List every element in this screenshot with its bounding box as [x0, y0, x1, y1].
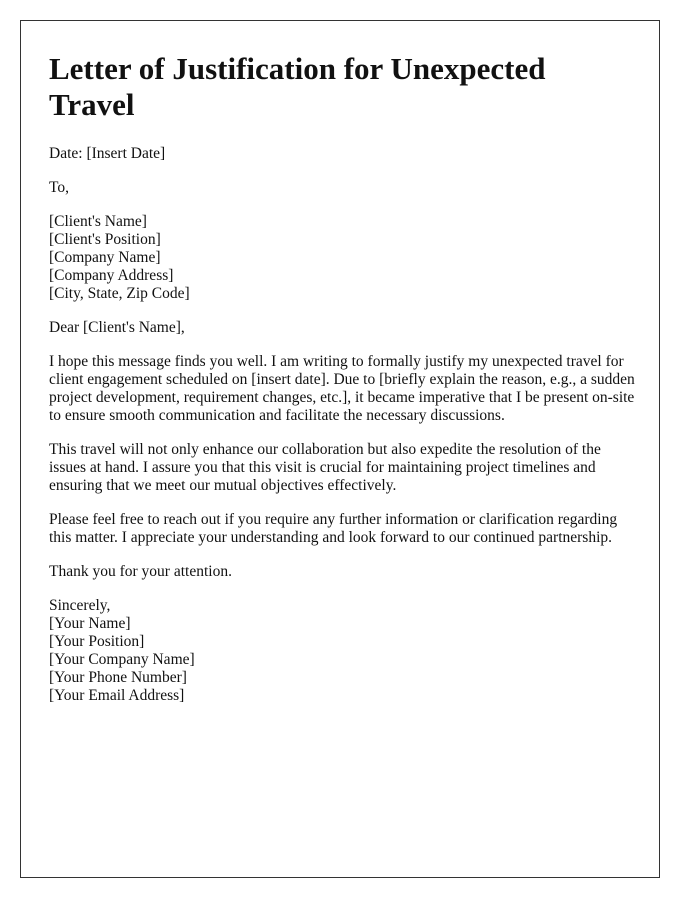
salutation: Dear [Client's Name], [49, 319, 185, 336]
recipient-address: [Company Address] [49, 267, 174, 284]
recipient-company: [Company Name] [49, 249, 161, 266]
sender-phone: [Your Phone Number] [49, 669, 187, 686]
sender-email: [Your Email Address] [49, 687, 185, 704]
body-paragraph-thanks: Thank you for your attention. [49, 563, 232, 580]
letter-page [20, 20, 660, 878]
sender-name: [Your Name] [49, 615, 131, 632]
recipient-position: [Client's Position] [49, 231, 161, 248]
letter-title: Letter of Justification for Unexpected Travel [49, 51, 546, 122]
to-line: To, [49, 179, 70, 196]
body-paragraph-intro: I hope this message finds you well. I am writing to formally justify my unexpected travel for client engagement scheduled on [insert date]. Due to [briefly explain the reason, e.g., a sudden project development, requirement changes, etc.], it became imperative that I be present on-site to ensure smooth communication and facilitate the necessary discussions. [49, 353, 635, 424]
closing: Sincerely, [49, 597, 111, 614]
date-line: Date: [Insert Date] [49, 145, 166, 162]
signature-block [49, 597, 635, 705]
body-paragraph-benefits: This travel will not only enhance our collaboration but also expedite the resolution of the issues at hand. I assure you that this visit is crucial for maintaining project timelines and ensuring that we meet our mutual objectives effectively. [49, 441, 601, 494]
sender-company: [Your Company Name] [49, 651, 195, 668]
sender-position: [Your Position] [49, 633, 145, 650]
letter-content [49, 51, 635, 721]
recipient-city-state-zip: [City, State, Zip Code] [49, 285, 190, 302]
recipient-name: [Client's Name] [49, 213, 147, 230]
body-paragraph-contact: Please feel free to reach out if you require any further information or clarification regarding this matter. I appreciate your understanding and look forward to our continued partnership. [49, 511, 618, 546]
recipient-block [49, 213, 635, 303]
